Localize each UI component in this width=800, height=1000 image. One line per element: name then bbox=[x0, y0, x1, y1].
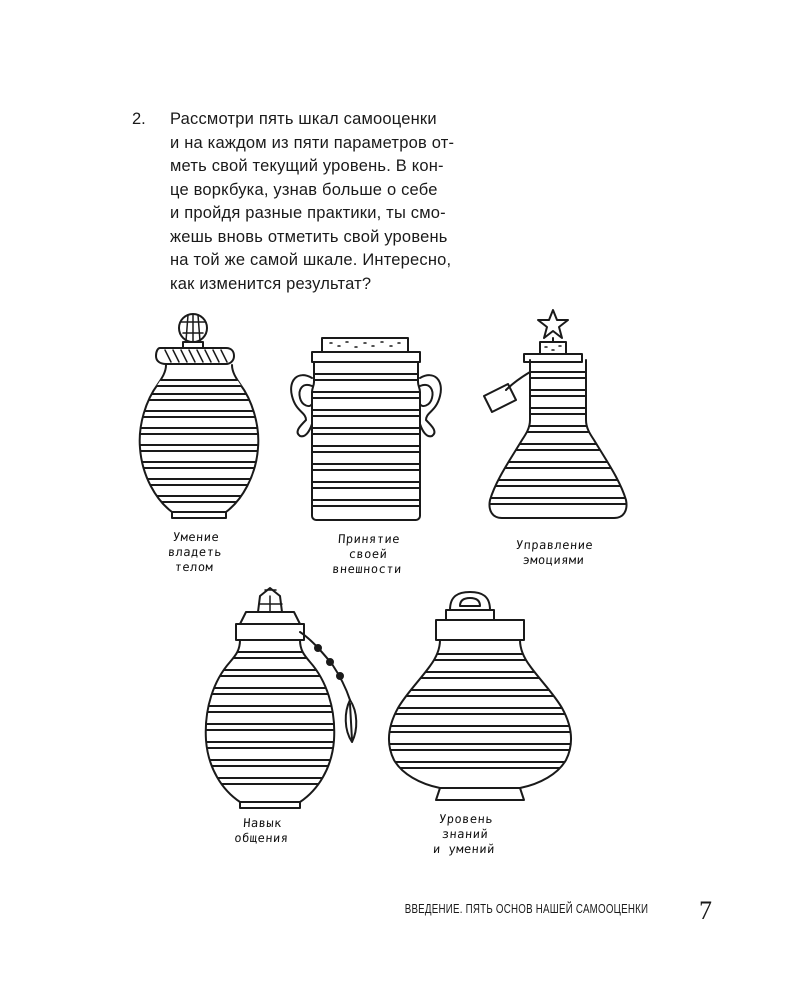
cork-texture bbox=[330, 342, 400, 347]
jar-label-line: телом bbox=[174, 560, 214, 574]
right-handle-inner bbox=[420, 385, 433, 406]
gem-facets bbox=[181, 314, 205, 342]
jar-rim bbox=[524, 354, 582, 362]
tag-label bbox=[484, 384, 516, 412]
jar-label-line: общения bbox=[233, 831, 290, 845]
cork-texture bbox=[545, 346, 561, 350]
instruction-line: це воркбука, узнав больше о себе bbox=[170, 180, 438, 199]
scale-stripes bbox=[200, 652, 340, 784]
bead bbox=[327, 659, 333, 665]
jar-label-line: Принятие bbox=[337, 532, 401, 546]
instruction-number: 2. bbox=[132, 110, 146, 128]
instruction-line: Рассмотри пять шкал самооценки bbox=[170, 110, 437, 128]
jar-body-knowledge bbox=[380, 592, 580, 800]
jar-body-emotions bbox=[480, 310, 640, 518]
jar-label-communication bbox=[211, 816, 313, 846]
jar-label-body bbox=[148, 530, 241, 575]
running-title: ВВЕДЕНИЕ. ПЯТЬ ОСНОВ НАШЕЙ САМООЦЕНКИ bbox=[404, 902, 648, 916]
instruction-line: меть свой текущий уровень. В кон- bbox=[170, 157, 444, 175]
bead-string bbox=[300, 632, 350, 700]
instruction-line: как изменится результат? bbox=[170, 274, 372, 293]
jar-outline bbox=[490, 360, 627, 518]
jar-rim bbox=[312, 352, 420, 362]
stopper-base bbox=[240, 612, 300, 624]
instruction-line: и на каждом из пяти параметров от- bbox=[170, 133, 455, 152]
jar-label-line: эмоциями bbox=[522, 553, 585, 567]
jar-outline bbox=[312, 362, 420, 520]
jar-rim bbox=[236, 624, 304, 640]
cork-stopper bbox=[540, 342, 566, 354]
jar-label-line: и умений bbox=[432, 842, 496, 856]
jar-label-line: Управление bbox=[515, 538, 594, 552]
jar-body-appearance bbox=[291, 338, 441, 520]
jar-label-line: внешности bbox=[331, 562, 403, 576]
scale-stripes bbox=[300, 374, 430, 506]
instruction-line: на той же самой шкале. Интересно, bbox=[170, 251, 452, 269]
rope-twist bbox=[165, 350, 227, 362]
jar-label-appearance bbox=[316, 532, 419, 577]
instruction-line: и пройдя разные практики, ты смо- bbox=[170, 204, 446, 222]
jar-label-emotions bbox=[497, 538, 611, 568]
jar-body-skill bbox=[130, 314, 270, 518]
cork-stopper bbox=[322, 338, 408, 352]
jar-body-communication bbox=[200, 588, 356, 808]
left-handle-inner bbox=[300, 385, 313, 406]
jar-label-line: знаний bbox=[441, 827, 489, 841]
instruction-line: жешь вновь отметить свой уровень bbox=[170, 227, 448, 246]
jar-rim bbox=[436, 620, 524, 640]
jar-label-line: Умение bbox=[172, 530, 220, 544]
jar-outline bbox=[140, 365, 259, 512]
scale-stripes bbox=[480, 372, 640, 504]
page-number: 7 bbox=[699, 896, 712, 925]
jar-label-line: Навык bbox=[242, 816, 283, 830]
feather-icon bbox=[346, 700, 357, 742]
bead bbox=[315, 645, 321, 651]
jar-label-line: Уровень bbox=[438, 812, 494, 826]
jar-base bbox=[436, 788, 524, 800]
jar-label-line: владеть bbox=[167, 545, 223, 559]
scale-stripes bbox=[380, 654, 580, 768]
jar-label-knowledge bbox=[408, 812, 521, 857]
star-icon bbox=[538, 310, 568, 338]
jar-neck bbox=[446, 610, 494, 620]
bead bbox=[337, 673, 343, 679]
ring-handle-icon bbox=[450, 592, 490, 610]
jar-label-line: своей bbox=[348, 547, 388, 561]
